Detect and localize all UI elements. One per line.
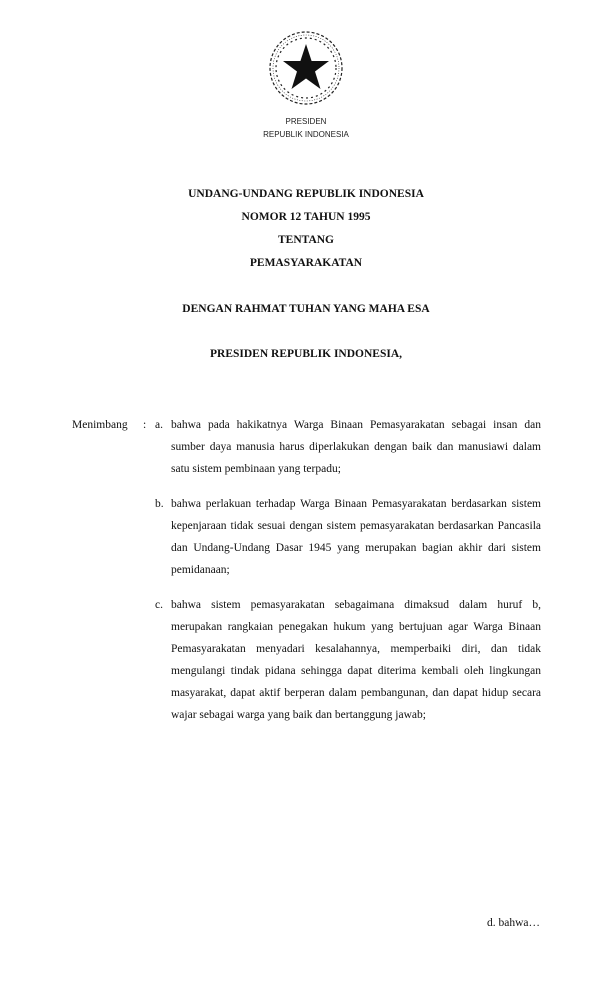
item-marker: a. bbox=[155, 419, 163, 431]
preamble-presiden: PRESIDEN REPUBLIK INDONESIA, bbox=[209, 348, 403, 360]
item-marker: b. bbox=[155, 498, 164, 510]
preamble-rahmat: DENGAN RAHMAT TUHAN YANG MAHA ESA bbox=[182, 303, 430, 315]
menimbang-label: Menimbang bbox=[72, 419, 128, 431]
title-law: UNDANG-UNDANG REPUBLIK INDONESIA bbox=[188, 188, 424, 200]
menimbang-item-a bbox=[155, 414, 541, 480]
menimbang-item-c bbox=[155, 594, 541, 726]
title-number: NOMOR 12 TAHUN 1995 bbox=[241, 211, 371, 223]
title-subject: PEMASYARAKATAN bbox=[249, 257, 363, 269]
item-marker: c. bbox=[155, 599, 163, 611]
item-text: bahwa pada hakikatnya Warga Binaan Pemasyarakatan sebagai insan dan sumber daya manusia harus diperlakukan dengan baik dan manusiawi dalam satu sistem pembinaan yang terpadu; bbox=[171, 419, 541, 475]
title-tentang: TENTANG bbox=[277, 234, 335, 246]
emblem-caption-presiden: PRESIDEN bbox=[285, 117, 327, 126]
emblem-caption-republik: REPUBLIK INDONESIA bbox=[263, 130, 349, 139]
garuda-star-emblem-icon bbox=[266, 28, 346, 108]
item-text: bahwa sistem pemasyarakatan sebagaimana dimaksud dalam huruf b, merupakan rangkaian penegakan hukum yang bertujuan agar Warga Binaan Pemasyarakatan menyadari kesalahannya, memperbaiki diri, dan tidak mengulangi tindak pidana sehingga dapat diterima kembali oleh lingkungan masyarakat, dapat aktif berperan dalam pembangunan, dan dapat hidup secara wajar sebagai warga yang baik dan bertanggung jawab; bbox=[171, 599, 541, 721]
menimbang-item-b bbox=[155, 493, 541, 581]
menimbang-colon: : bbox=[143, 419, 147, 431]
page-continuation: d. bahwa… bbox=[486, 917, 540, 929]
item-text: bahwa perlakuan terhadap Warga Binaan Pemasyarakatan berdasarkan sistem kepenjaraan tidak sesuai dengan sistem pemasyarakatan berdasarkan Pancasila dan Undang-Undang Dasar 1945 yang merupakan bagian akhir dari sistem pemidanaan; bbox=[171, 498, 541, 576]
